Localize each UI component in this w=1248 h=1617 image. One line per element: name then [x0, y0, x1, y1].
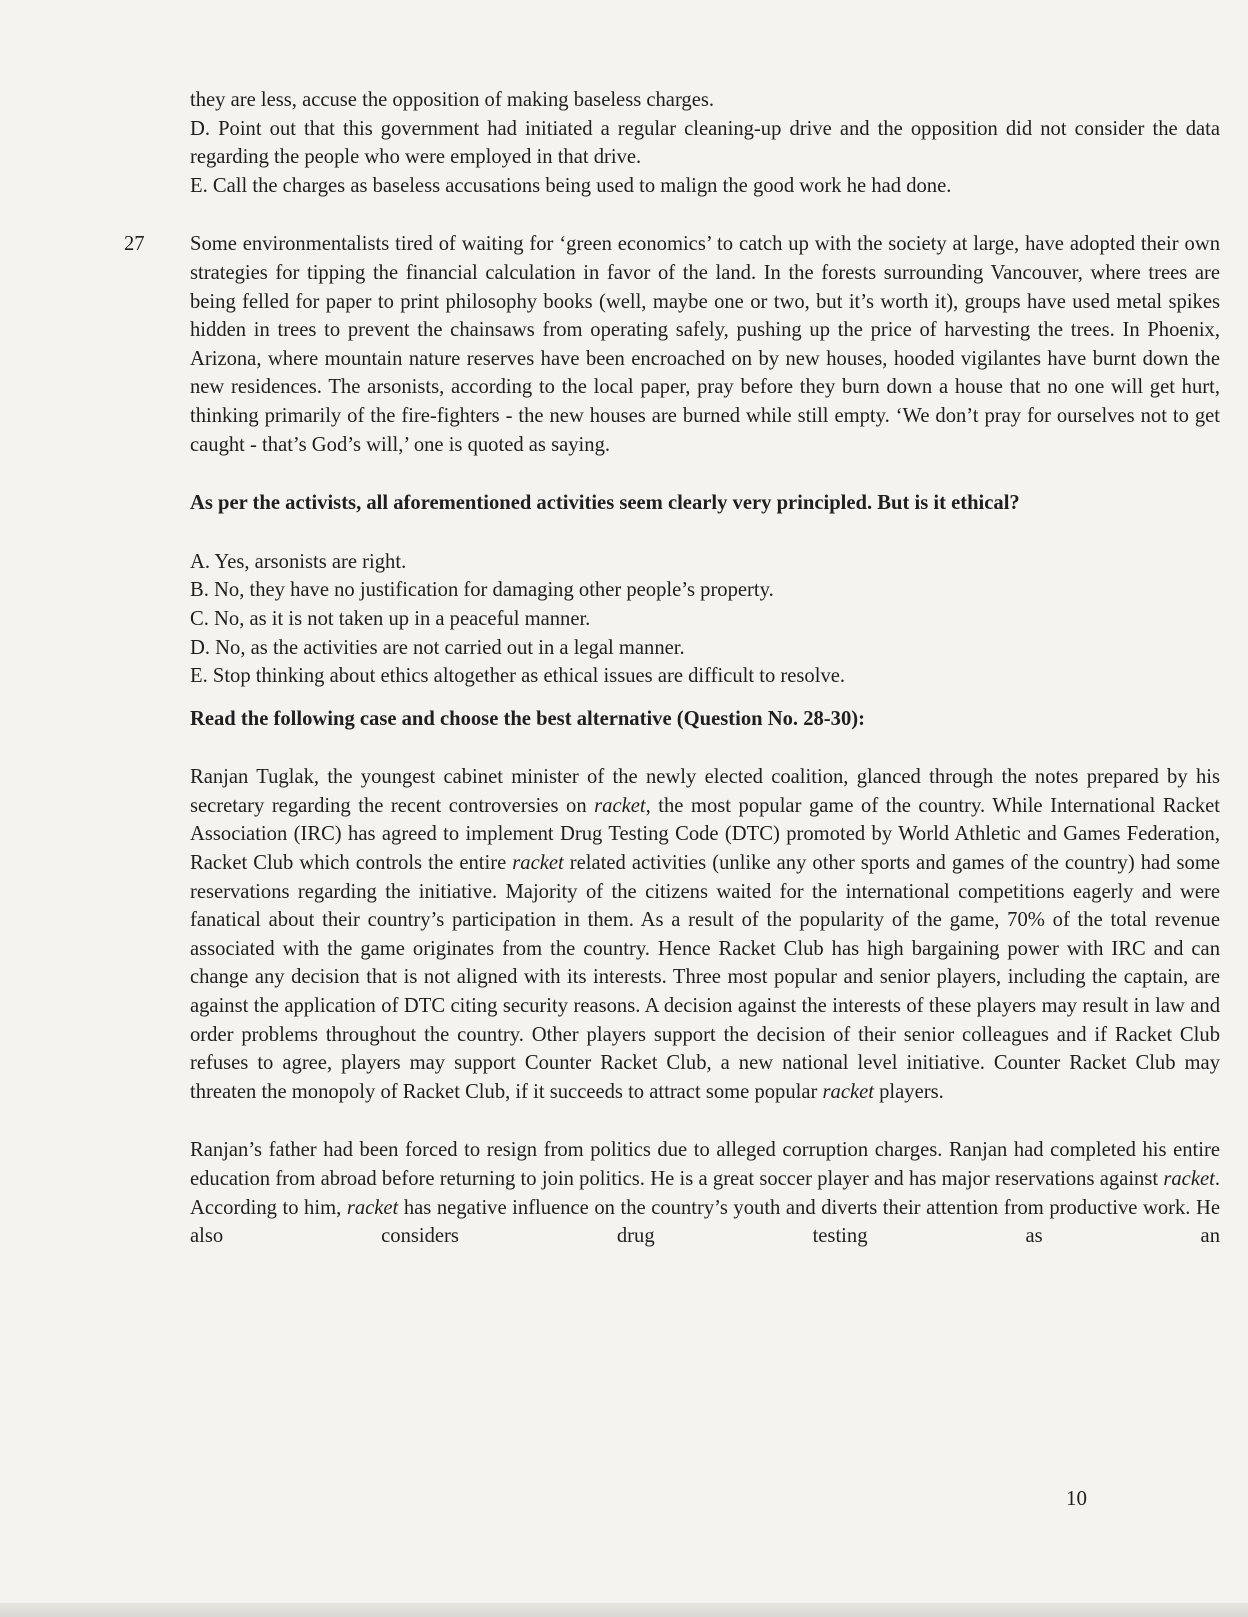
- case-p2-text-1: Ranjan’s father had been forced to resign from politics due to alleged corruption charges. Ranjan had completed his entire education from abroad before returning to join politics. He is a great soccer player and has major reservations against: [190, 1139, 1220, 1190]
- case-p1-italic-1: racket: [594, 794, 646, 817]
- case-p2-italic-1: racket: [1163, 1168, 1215, 1190]
- page-content: [124, 86, 1220, 1251]
- question-27-options: [190, 548, 1220, 691]
- page-number: 10: [1066, 1486, 1087, 1510]
- question-27-prompt: As per the activists, all aforementioned activities seem clearly very principled. But is it ethical?: [190, 492, 1020, 515]
- option-d: D. No, as the activities are not carried out in a legal manner.: [190, 636, 685, 659]
- case-p2-italic-2: racket: [346, 1196, 399, 1219]
- case-p1-italic-2: racket: [512, 852, 564, 875]
- question-27-passage: Some environmentalists tired of waiting for ‘green economics’ to catch up with the society at large, have adopted their own strategies for tipping the financial calculation in favor of the land. In the forests surrounding Vancouver, where trees are being felled for paper to print philosophy books (well, maybe one or two, but it’s worth it), groups have used metal spikes hidden in trees to prevent the chainsaws from operating safely, pushing up the price of harvesting the trees. In Phoenix, Arizona, where mountain nature reserves have been encroached on by new houses, hooded vigilantes have burnt down the new residences. The arsonists, according to the local paper, pray before they burn down a house that no one will get hurt, thinking primarily of the fire-fighters - the new houses are burned while still empty. ‘We don’t pray for ourselves not to get caught - that’s God’s will,’ one is quoted as saying.: [190, 233, 1220, 456]
- case-heading: Read the following case and choose the best alternative (Question No. 28-30):: [190, 707, 865, 730]
- case-p1-text-1: Ranjan Tuglak, the youngest cabinet minister of the newly elected coalition, glanced through the notes prepared by his secretary regarding the recent controversies on: [190, 766, 1220, 817]
- case-p1-text-4: players.: [873, 1080, 944, 1103]
- case-p2-text-3: has negative influence on the country’s youth and diverts their attention from productive work. He also considers drug testing as an: [190, 1196, 1220, 1248]
- page-bottom-edge: [0, 1603, 1248, 1617]
- option-c: C. No, as it is not taken up in a peaceful manner.: [190, 607, 591, 630]
- case-p1-text-3: related activities (unlike any other sports and games of the country) had some reservations regarding the initiative. Majority of the citizens waited for the international competitions eagerly and were fanatical about their country’s participation in them. As a result of the popularity of the game, 70% of the total revenue associated with the game originates from the country. Hence Racket Club has high bargaining power with IRC and can change any decision that is not aligned with its interests. Three most popular and senior players, including the captain, are against the application of DTC citing security reasons. A decision against the interests of these players may result in law and order problems throughout the country. Other players support the decision of their senior colleagues and if Racket Club refuses to agree, players may support Counter Racket Club, a new national level initiative. Counter Racket Club may threaten the monopoly of Racket Club, if it succeeds to attract some popular: [190, 852, 1220, 1103]
- carryover-line: they are less, accuse the opposition of making baseless charges.: [190, 89, 715, 111]
- carryover-option-e: E. Call the charges as baseless accusations being used to malign the good work he had done.: [190, 174, 952, 197]
- carryover-option-d: D. Point out that this government had initiated a regular cleaning-up drive and the opposition did not consider the data regarding the people who were employed in that drive.: [190, 117, 1220, 169]
- case-p1-text-2: , the most popular game of the country. While International Racket Association (IRC) has agreed to implement Drug Testing Code (DTC) promoted by World Athletic and Games Federation, Racket Club which controls the entire: [190, 794, 1220, 875]
- question-number: 27: [124, 233, 145, 256]
- case-paragraph-2: [190, 1136, 1220, 1250]
- option-b: B. No, they have no justification for damaging other people’s property.: [190, 579, 774, 602]
- option-a: A. Yes, arsonists are right.: [190, 550, 407, 573]
- case-p2-text-2: . According to him,: [190, 1168, 1220, 1219]
- option-e: E. Stop thinking about ethics altogether as ethical issues are difficult to resolve.: [190, 665, 846, 688]
- case-p1-italic-3: racket: [822, 1080, 874, 1103]
- case-paragraph-1: [190, 763, 1220, 1106]
- question-27: [124, 230, 1220, 690]
